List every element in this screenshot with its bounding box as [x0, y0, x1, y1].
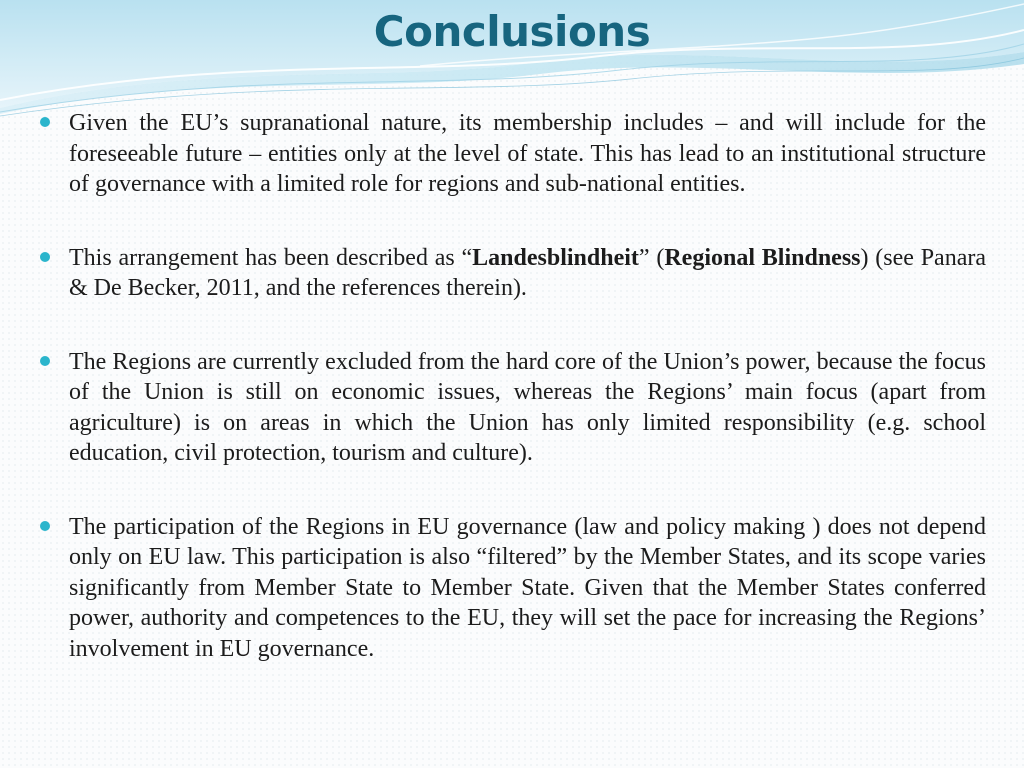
bullet-dot-icon	[40, 117, 50, 127]
bullet-text: The participation of the Regions in EU governance (law and policy making ) does not depend only on EU law. This participation is also “filtered” by the Member States, and its scope varies significantly from Member State to Member State. Given that the Member States conferred power, authority and competences to the EU, they will set the pace for increasing the Regions’ involvement in EU governance.	[69, 513, 986, 662]
bullet-list	[38, 108, 986, 664]
bullet-item	[38, 108, 986, 200]
bullet-item	[38, 347, 986, 469]
bullet-text-bold: Regional Blindness	[664, 244, 861, 271]
bullet-text-part: ” (	[638, 244, 665, 271]
bullet-dot-icon	[40, 252, 50, 262]
bullet-dot-icon	[40, 521, 50, 531]
bullet-text: The Regions are currently excluded from the hard core of the Union’s power, because the focus of the Union is still on economic issues, whereas the Regions’ main focus (apart from agriculture) is on areas in which the Union has only limited responsibility (e.g. school education, civil protection, tourism and culture).	[69, 348, 986, 466]
bullet-text-part: ) (see Panara & De Becker, 2011, and the references therein).	[69, 244, 986, 301]
bullet-item	[38, 512, 986, 665]
bullet-text-bold: Landesblindheit	[472, 244, 639, 271]
bullet-text-part: This arrangement has been described as “	[69, 244, 473, 271]
bullet-dot-icon	[40, 356, 50, 366]
bullet-text: Given the EU’s supranational nature, its membership includes – and will include for the foreseeable future – entities only at the level of state. This has lead to an institutional structure of governance with a limited role for regions and sub-national entities.	[69, 110, 986, 197]
bullet-item	[38, 243, 986, 304]
slide-title: Conclusions	[373, 7, 651, 56]
